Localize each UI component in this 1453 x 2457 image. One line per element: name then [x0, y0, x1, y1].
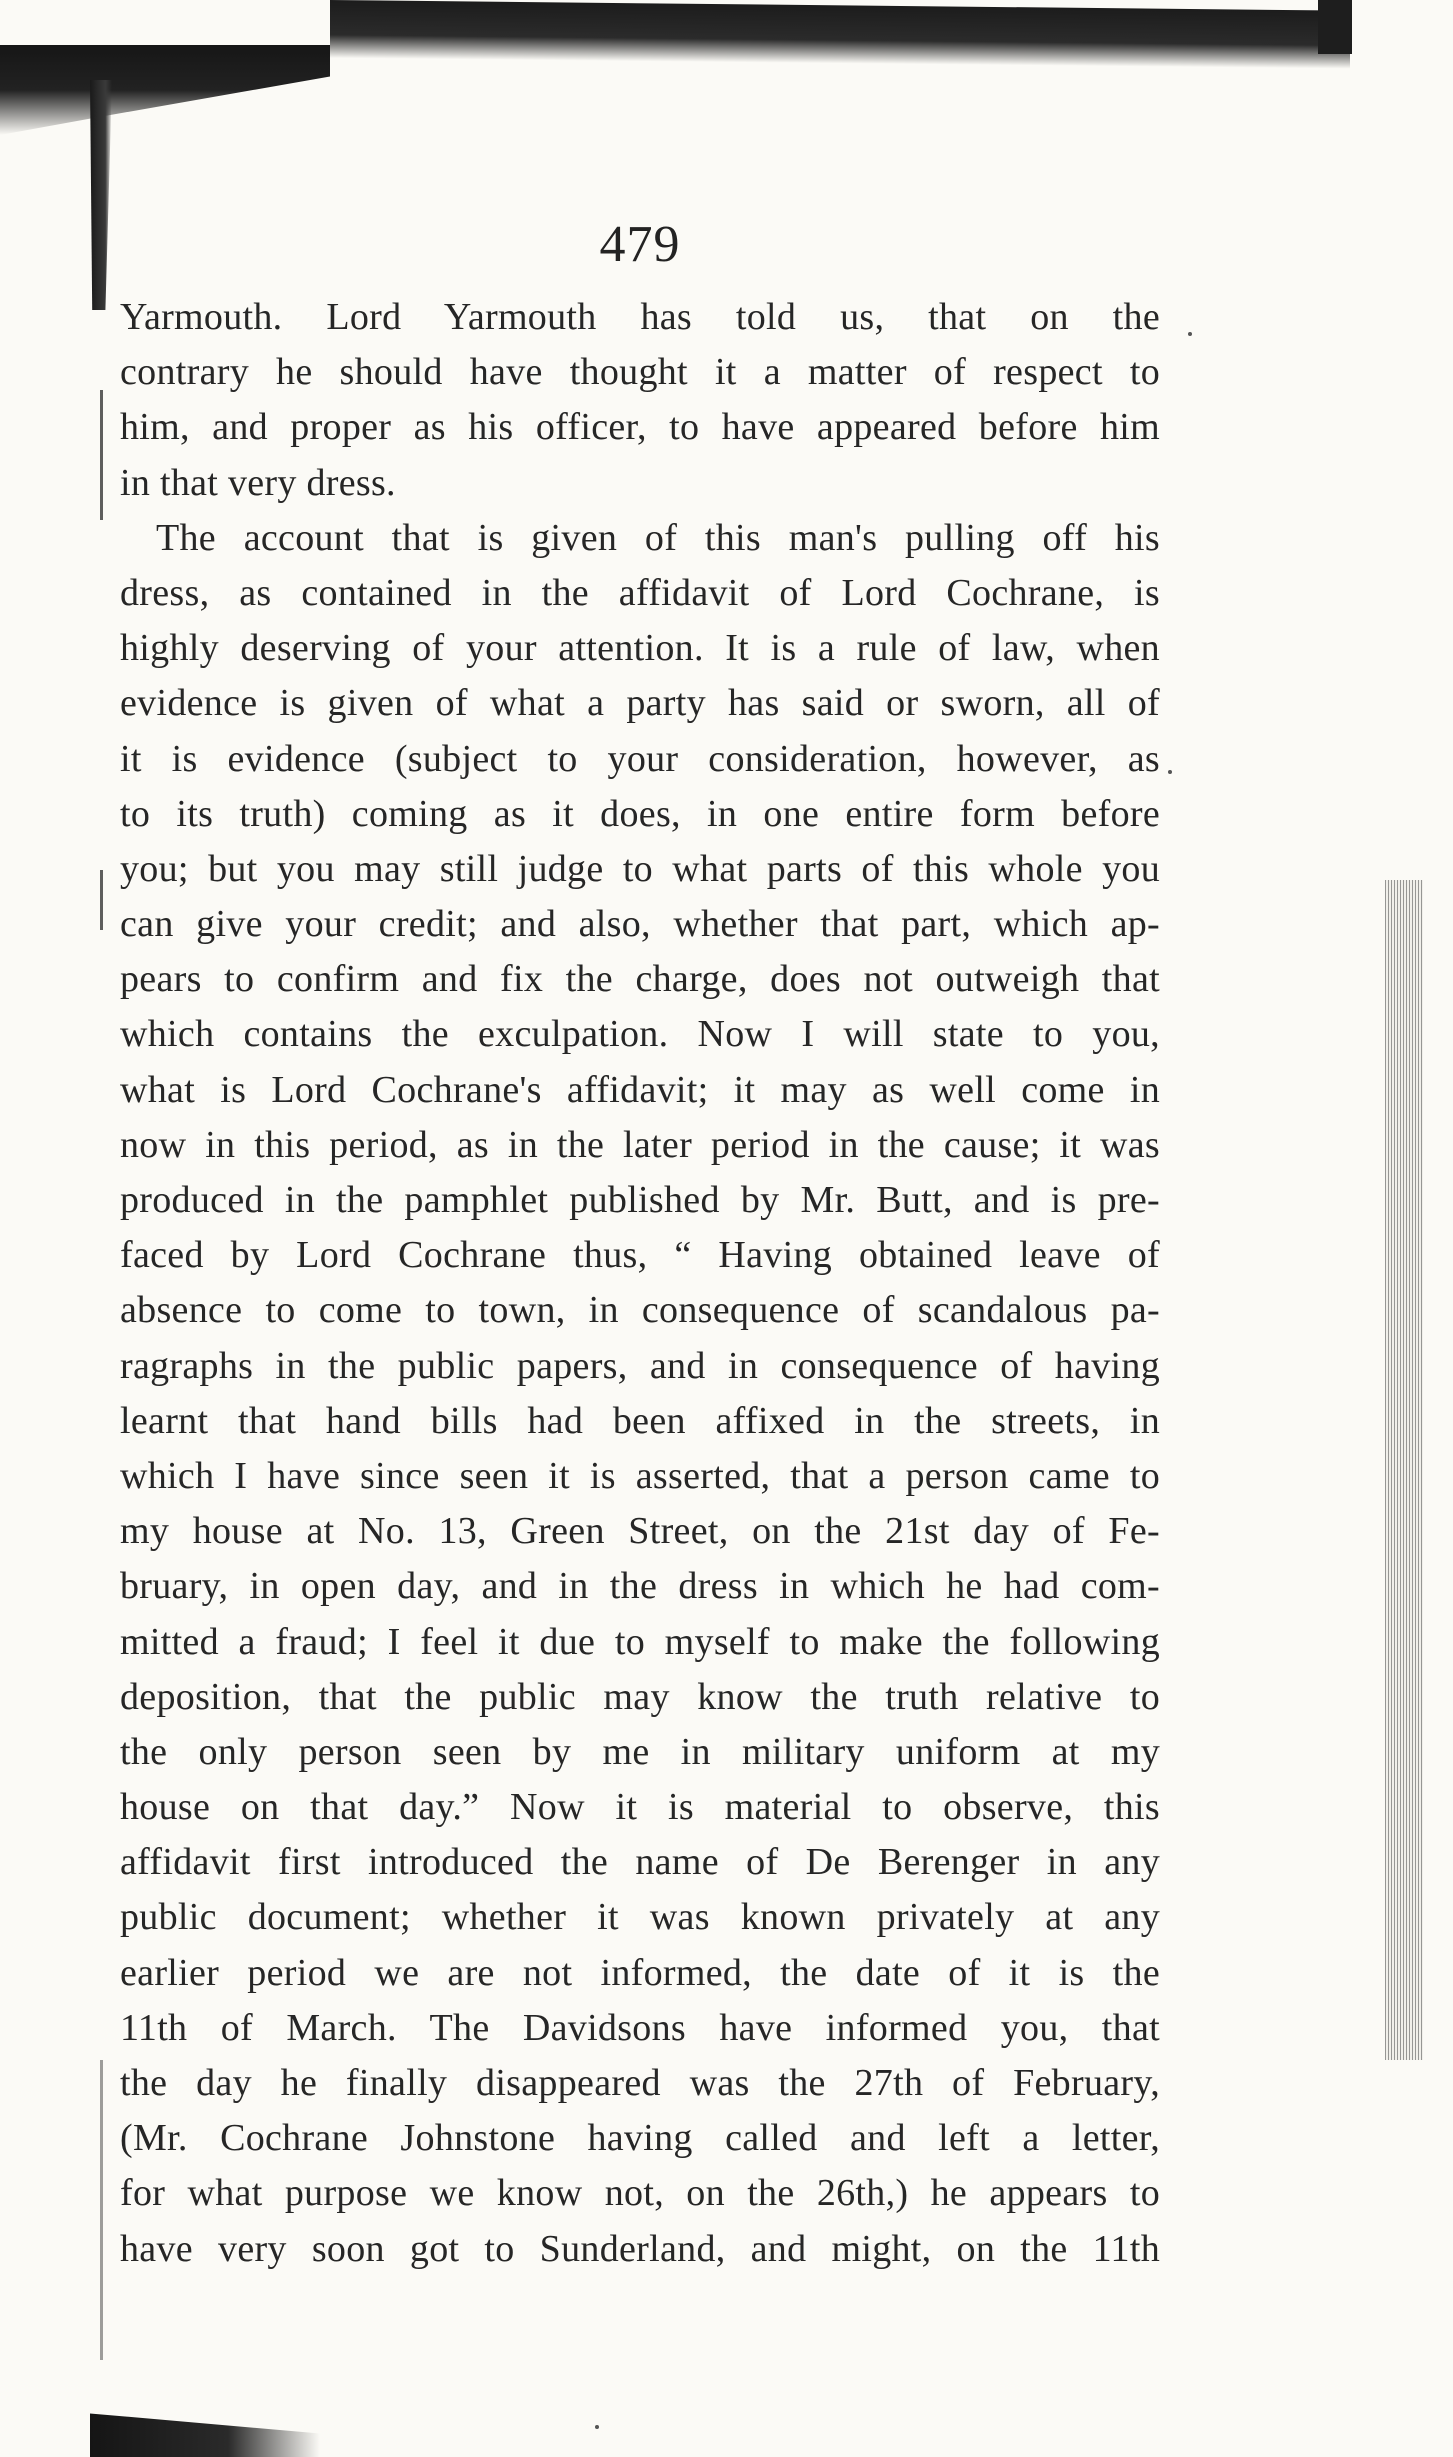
page-number: 479 — [599, 216, 681, 273]
text-line: pears to confirm and fix the charge, does not outweigh that — [120, 958, 1160, 1001]
text-line: for what purpose we know not, on the 26th,) he appears to — [120, 2172, 1160, 2215]
text-line: faced by Lord Cochrane thus, “ Having obtained leave of — [120, 1234, 1160, 1277]
page-text — [120, 290, 1160, 2277]
text-line: can give your credit; and also, whether that part, which ap- — [120, 903, 1160, 946]
text-line: which contains the exculpation. Now I will state to you, — [120, 1013, 1160, 1056]
scan-edge-right — [1385, 880, 1423, 2060]
scan-edge-bottom-corner — [90, 2390, 320, 2457]
text-line: to its truth) coming as it does, in one entire form before — [120, 792, 1160, 835]
text-line: (Mr. Cochrane Johnstone having called and left a letter, — [120, 2117, 1160, 2160]
text-line: ragraphs in the public papers, and in consequence of having — [120, 1344, 1160, 1387]
scan-edge-left-corner — [0, 45, 330, 135]
text-line: now in this period, as in the later period in the cause; it was — [120, 1123, 1160, 1166]
text-line: mitted a fraud; I feel it due to myself to make the following — [120, 1620, 1160, 1663]
scan-edge-rule — [100, 2060, 103, 2360]
text-line: have very soon got to Sunderland, and might, on the 11th — [120, 2227, 1160, 2270]
text-line: affidavit first introduced the name of De Berenger in any — [120, 1841, 1160, 1884]
text-line: the day he finally disappeared was the 27th of February, — [120, 2062, 1160, 2104]
scan-speck — [1168, 770, 1172, 774]
text-line: 11th of March. The Davidsons have informed you, that — [120, 2006, 1160, 2049]
text-line: dress, as contained in the affidavit of Lord Cochrane, is — [120, 571, 1160, 614]
text-line: my house at No. 13, Green Street, on the 21st day of Fe- — [120, 1510, 1160, 1553]
scan-speck — [1188, 332, 1192, 336]
text-line: deposition, that the public may know the truth relative to — [120, 1675, 1160, 1718]
text-line: in that very dress. — [120, 461, 396, 504]
text-line: contrary he should have thought it a matter of respect to — [120, 351, 1160, 394]
scan-edge-top — [330, 0, 1350, 69]
text-line: absence to come to town, in consequence of scandalous pa- — [120, 1289, 1160, 1332]
scan-edge-rule — [100, 390, 103, 520]
scan-edge-top-corner — [1318, 0, 1352, 54]
text-line: evidence is given of what a party has said or sworn, all of — [120, 682, 1160, 725]
text-line: bruary, in open day, and in the dress in which he had com- — [120, 1565, 1160, 1608]
text-line: what is Lord Cochrane's affidavit; it may as well come in — [120, 1068, 1160, 1111]
scan-edge-spine — [90, 80, 112, 310]
text-line: produced in the pamphlet published by Mr. Butt, and is pre- — [120, 1179, 1160, 1221]
text-line: highly deserving of your attention. It is a rule of law, when — [120, 627, 1160, 670]
text-line: it is evidence (subject to your consideration, however, as — [120, 737, 1160, 780]
text-line: house on that day.” Now it is material to observe, this — [120, 1786, 1160, 1829]
text-line: him, and proper as his officer, to have appeared before him — [120, 406, 1160, 449]
text-line: you; but you may still judge to what parts of this whole you — [120, 847, 1160, 890]
text-line: The account that is given of this man's pulling off his — [156, 516, 1160, 559]
text-line: learnt that hand bills had been affixed in the streets, in — [120, 1399, 1160, 1442]
text-line: public document; whether it was known privately at any — [120, 1896, 1160, 1939]
scan-edge-rule — [100, 870, 103, 930]
text-line: earlier period we are not informed, the date of it is the — [120, 1951, 1160, 1994]
scan-speck — [595, 2425, 599, 2429]
text-line: which I have since seen it is asserted, that a person came to — [120, 1454, 1160, 1497]
text-line: the only person seen by me in military uniform at my — [120, 1730, 1160, 1773]
text-line: Yarmouth. Lord Yarmouth has told us, that on the — [120, 296, 1160, 338]
